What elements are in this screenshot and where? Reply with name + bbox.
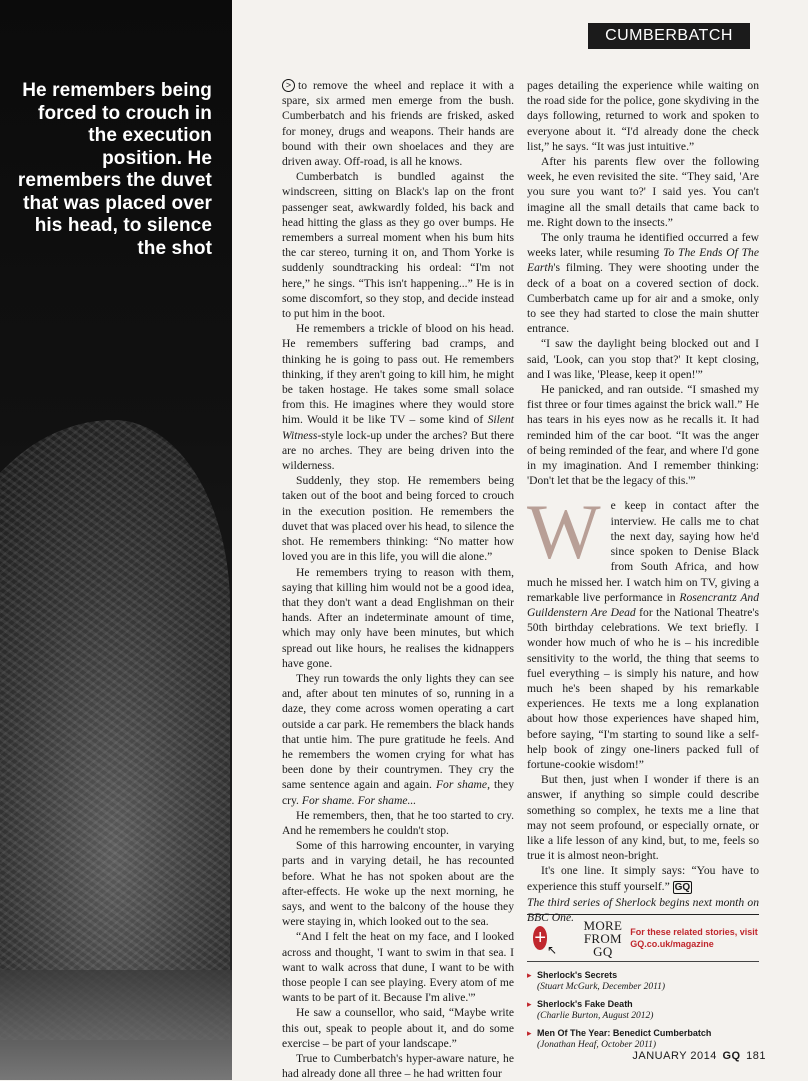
page-number: 181 <box>746 1050 766 1062</box>
photo-floor <box>0 970 232 1080</box>
list-item[interactable]: ▸ Sherlock's Secrets (Stuart McGurk, December 2011) <box>527 970 759 993</box>
more-from-gq-header <box>527 915 759 962</box>
paragraph: pages detailing the experience while waiting on the road side for the police, gone skydiving in the days following, returned to work and spoken to everyone about it. “I'd already done the check list,” he says. “It was just intuitive.” <box>527 79 759 153</box>
paragraph: He saw a counsellor, who said, “Maybe write this out, speak to people about it, and do some exercise – be part of your landscape.” <box>282 1006 514 1050</box>
drop-cap: W <box>527 488 601 576</box>
section-tag: CUMBERBATCH <box>588 23 750 49</box>
pull-quote: He remembers being forced to crouch in the execution position. He remembers the duvet that was placed over his head, to silence the shot <box>17 80 212 259</box>
column-right <box>527 78 759 925</box>
paragraph: Some of this harrowing encounter, in varying parts and in varying detail, he has recounted before. What he has not spoken about are the after-effects. He woke up the next morning, he says, and went to the balcony of the house they were staying in, which looked out to the sea. <box>282 839 514 929</box>
paragraph: We keep in contact after the interview. He calls me to chat the next day, saying how he'd since spoken to Denise Black from South Africa, and how much he missed her. I watch him on TV, giving a remarkable live performance in Rosencrantz And Guildenstern Are Dead for the National Theatre's 50th birthday celebrations. We text briefly. I wonder how much of who he is – his incredible sensitivity to the world, the thing that seems to fuel everything – is simply his nature, and how much he's been shaped by his remarkable experiences. He texts me a long explanation about how those experiences have shaped him, before saying, “I'm starting to sound like a self-help book of zingy one-liners packed full of fortune-cookie wisdom!” <box>527 488 759 771</box>
paragraph: He panicked, and ran outside. “I smashed my fist three or four times against the brick wall.” He has tears in his eyes now as he recalls it. It had reminded him of the car boot. “It was the anger of being reminded of the fear, and where I'd gone in my imagination. And I remember thinking: 'Don't let that be the legacy of this.'” <box>527 383 759 488</box>
blanket-figure <box>0 420 230 1040</box>
related-stories <box>527 970 759 1051</box>
paragraph: They run towards the only lights they can see and, after about ten minutes of so, running in a daze, they come across women operating a cart outside a car park. He remembers the black hands that untie him. The pure gratitude he feels. And he remembers the women crying for what has been done by their countrymen. They cry the same sentence again and again. For shame, they cry. For shame. For shame... <box>282 671 514 807</box>
paragraph: He remembers trying to reason with them, saying that killing him would not be a good idea, that they don't want a dead Englishman on their hands. After an indeterminate amount of time, which may only have been minutes, but which spread out like hours, he realises the kidnappers have gone. <box>282 565 514 670</box>
paragraph: After his parents flew over the following week, he even revisited the site. “They said, 'Are you sure you want to?' I said yes. You can't imagine all the small details that came back to me. Right down to the insects.” <box>527 155 759 229</box>
paragraph: But then, just when I wonder if there is an answer, if anything so simple could describe something so complex, he texts me a line that may not seem profound, or especially ornate, or like a life lesson of any kind, but, to me, feels so true it is almost neon-bright. <box>527 773 759 863</box>
paragraph: “I saw the daylight being blocked out and I said, 'Look, can you stop that?' It kept closing, and I was like, 'Please, keep it open!'” <box>527 337 759 381</box>
more-from-gq-box <box>527 914 759 1057</box>
paragraph: True to Cumberbatch's hyper-aware nature, he had already done all three – he had written four <box>282 1052 514 1081</box>
list-item[interactable]: ▸ Sherlock's Fake Death (Charlie Burton, August 2012) <box>527 999 759 1022</box>
visit-link[interactable]: For these related stories, visit GQ.co.uk/magazine <box>630 927 758 949</box>
more-from-gq-title: MORE FROM GQ <box>583 917 623 959</box>
continue-arrow-icon: > <box>282 79 295 92</box>
list-item[interactable]: ▸ Men Of The Year: Benedict Cumberbatch (Jonathan Heaf, October 2011) <box>527 1028 759 1051</box>
issue-date: JANUARY 2014 <box>632 1050 717 1062</box>
paragraph: It's one line. It simply says: “You have to experience this stuff yourself.” GQ <box>527 864 759 893</box>
column-left <box>282 78 514 1081</box>
tv-note: The third series of Sherlock begins next month on BBC One. <box>527 895 759 924</box>
gq-logo: GQ <box>722 1050 741 1062</box>
page-folio <box>632 1050 766 1062</box>
cursor-icon: ↖ <box>547 943 558 957</box>
paragraph: “And I felt the heat on my face, and I looked across and thought, 'I want to swim in that sea. I want to walk across that dune, I want to be with those people I can see playing. Every atom of me wants to be part of it. Because I'm alive.'” <box>282 930 514 1005</box>
paragraph: Suddenly, they stop. He remembers being taken out of the boot and being forced to crouch in the execution position. He remembers the duvet that was placed over his head, to silence the shot. He remembers thinking: “No matter how loved you are in this life, you will die alone.” <box>282 474 514 564</box>
paragraph: > to remove the wheel and replace it with a spare, six armed men emerge from the bush. Cumberbatch and his friends are frisked, asked for money, drugs and weapons. Their hands are bound with their own shoelaces and they are driven away. Off-road, is all he knows. <box>282 79 514 169</box>
paragraph: The only trauma he identified occurred a few weeks later, while resuming To The Ends Of The Earth's filming. They were shooting under the deck of a boat on a covered section of dock. Cumberbatch came up for air and a smoke, only to see they had started to close the main shutter entrance. <box>527 231 759 336</box>
paragraph: Cumberbatch is bundled against the windscreen, sitting on Black's lap on the front passenger seat, awkwardly folded, his back and head hitting the glass as they go over bumps. He remembers a surreal moment when his bum hits the car stereo, turning it on, and Thom Yorke is suddenly soundtracking his ordeal: “I'm not here,” he sings. “This isn't happening...” He is in some discomfort, so they stop, and decide instead to put him in the boot. <box>282 170 514 321</box>
paragraph: He remembers a trickle of blood on his head. He remembers suffering bad cramps, and thinking he is going to pass out. He remembers thinking, if they aren't going to kill him, he might be taken hostage. He takes some small solace from this. He imagines where they would store him. Would it be like TV – some kind of Silent Witness-style lock-up under the arches? But there are no arches. They are being driven into the wilderness. <box>282 322 514 473</box>
gq-end-mark-icon: GQ <box>674 881 691 893</box>
paragraph: He remembers, then, that he too started to cry. And he remembers he couldn't stop. <box>282 808 514 837</box>
plus-icon: + ↖ <box>533 926 547 950</box>
